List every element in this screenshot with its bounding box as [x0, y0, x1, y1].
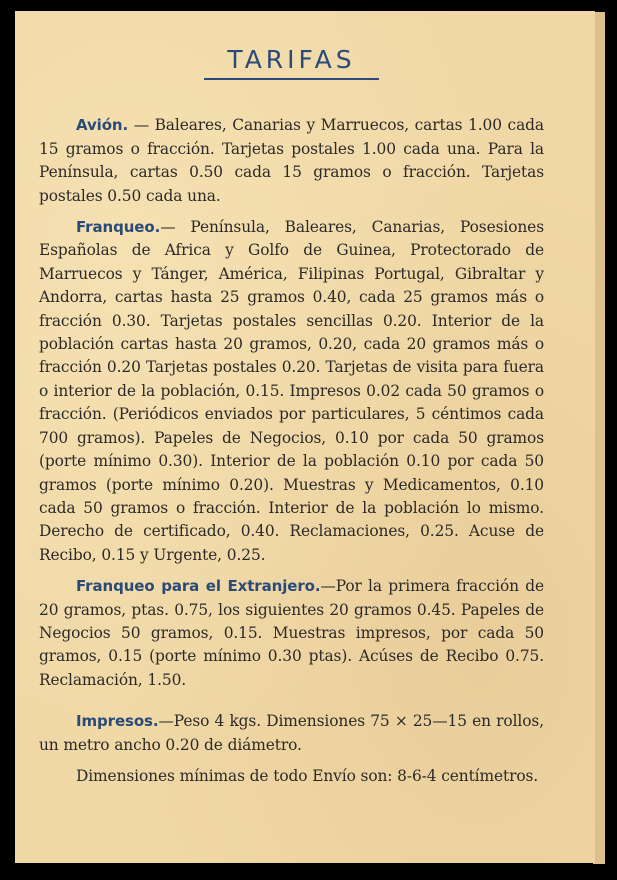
section-text: —Por la primera fracción de 20 gramos, ptas. 0.75, los siguientes 20 gramos 0.45. Papeles de Negocios 50 gramos, 0.15. Muestras impresos, por cada 50 gramos, 0.15 (porte mínimo 0.30 ptas). Acúses de Recibo 0.75. Reclamación, 1.50. — [39, 577, 544, 689]
section-text: — Península, Baleares, Canarias, Posesiones Españolas de Africa y Golfo de Guinea, Protectorado de Marruecos y Tánger, América, Filipinas Portugal, Gibraltar y Andorra, cartas hasta 25 gramos 0.40, cada 25 gramos más o fracción 0.30. Tarjetas postales sencillas 0.20. Interior de la población cartas hasta 20 gramos, 0.20, cada 20 gramos más o fracción 0.20 Tarjetas postales 0.20. Tarjetas de visita para fuera o interior de la población, 0.15. Impresos 0.02 cada 50 gramos o fracción. (Periódicos enviados por particulares, 5 céntimos cada 700 gramos). Papeles de Negocios, 0.10 por cada 50 gramos (porte mínimo 0.30). Interior de la población 0.10 por cada 50 gramos (porte mínimo 0.20). Muestras y Medicamentos, 0.10 cada 50 gramos o fracción. Interior de la población lo mismo. Derecho de certificado, 0.40. Reclamaciones, 0.25. Acuse de Recibo, 0.15 y Urgente, 0.25. — [39, 218, 544, 564]
section-heading: Franqueo. — [76, 218, 161, 237]
section-franqueo — [39, 216, 544, 567]
section-franqueo-extranjero — [39, 575, 544, 692]
closing-note: Dimensiones mínimas de todo Envío son: 8-6-4 centímetros. — [76, 766, 539, 785]
section-impresos — [39, 710, 544, 757]
section-heading: Franqueo para el Extranjero. — [76, 577, 321, 596]
section-heading: Impresos. — [76, 712, 159, 731]
section-heading: Avión. — [76, 116, 129, 135]
page-title: TARIFAS — [204, 48, 379, 80]
section-avion — [39, 114, 544, 208]
tariff-content — [39, 45, 544, 796]
section-text: — Baleares, Canarias y Marruecos, cartas 1.00 cada 15 gramos o fracción. Tarjetas postales 1.00 cada una. Para la Península, cartas 0.50 cada 15 gramos o fracción. Tarjetas postales 0.50 cada una. — [39, 116, 544, 205]
section-text: —Peso 4 kgs. Dimensiones 75 × 25—15 en rollos, un metro ancho 0.20 de diámetro. — [39, 712, 544, 754]
